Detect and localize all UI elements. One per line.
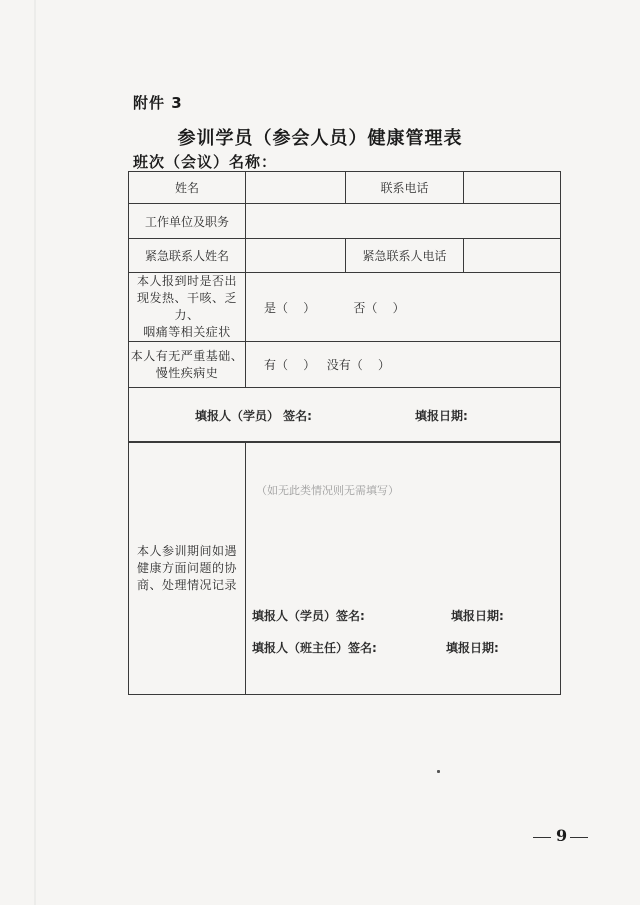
table-row xyxy=(129,442,561,695)
chronic-disease-label-line: 慢性疾病史 xyxy=(155,365,219,380)
table-row xyxy=(129,204,561,239)
symptoms-label-line: 现发热、干咳、乏力、 xyxy=(136,291,237,322)
table-row xyxy=(129,342,561,388)
chronic-disease-label xyxy=(129,342,246,388)
document-title: 参训学员（参会人员）健康管理表 xyxy=(177,128,463,149)
emergency-contact-name-label: 紧急联系人姓名 xyxy=(129,239,246,273)
work-unit-label: 工作单位及职务 xyxy=(129,204,246,239)
emergency-contact-phone-label: 紧急联系人电话 xyxy=(346,239,464,273)
health-record-label-line: 商、处理情况记录 xyxy=(136,577,237,592)
filler-signature-label: 填报人（学员） 签名: xyxy=(195,409,312,423)
student-signature-label: 填报人（学员）签名: xyxy=(252,609,365,623)
symptoms-options xyxy=(246,273,561,342)
no-situation-note: （如无此类情况则无需填写） xyxy=(256,484,399,497)
table-row xyxy=(129,388,561,443)
health-record-label xyxy=(129,442,246,695)
teacher-signature-label: 填报人（班主任）签名: xyxy=(252,641,377,655)
emergency-contact-phone-field[interactable] xyxy=(464,239,561,273)
symptoms-label-line: 本人报到时是否出 xyxy=(136,274,237,288)
symptoms-label xyxy=(129,273,246,342)
name-label: 姓名 xyxy=(129,172,246,204)
symptoms-label-line: 咽痛等相关症状 xyxy=(143,325,231,339)
health-record-table xyxy=(128,441,561,695)
page-number-dash-right xyxy=(570,837,588,838)
chronic-no-option[interactable]: 没有（ ） xyxy=(326,358,390,372)
health-info-table xyxy=(128,171,561,443)
emergency-contact-name-field[interactable] xyxy=(246,239,346,273)
table-row xyxy=(129,172,561,204)
student-date-label: 填报日期: xyxy=(451,609,504,623)
attachment-label: 附件 3 xyxy=(133,94,183,112)
table-row xyxy=(129,239,561,273)
scan-speck xyxy=(437,770,440,773)
symptoms-no-option[interactable]: 否（ ） xyxy=(353,300,405,315)
phone-field[interactable] xyxy=(464,172,561,204)
symptoms-yes-option[interactable]: 是（ ） xyxy=(264,300,316,315)
health-record-label-line: 本人参训期间如遇 xyxy=(136,543,237,558)
work-unit-field[interactable] xyxy=(246,204,561,239)
page-number: 9 xyxy=(556,826,568,845)
teacher-date-label: 填报日期: xyxy=(446,641,499,655)
class-name-label: 班次（会议）名称： xyxy=(133,153,278,171)
chronic-disease-options xyxy=(246,342,561,388)
health-record-label-line: 健康方面问题的协 xyxy=(136,560,237,575)
filler-signature-row xyxy=(129,388,561,443)
phone-label: 联系电话 xyxy=(346,172,464,204)
page-number-dash-left xyxy=(533,837,551,838)
chronic-yes-option[interactable]: 有（ ） xyxy=(264,358,316,372)
table-row xyxy=(129,273,561,342)
filler-date-label: 填报日期: xyxy=(415,409,468,423)
name-field[interactable] xyxy=(246,172,346,204)
chronic-disease-label-line: 本人有无严重基础、 xyxy=(130,348,244,363)
health-record-field[interactable] xyxy=(246,442,561,695)
